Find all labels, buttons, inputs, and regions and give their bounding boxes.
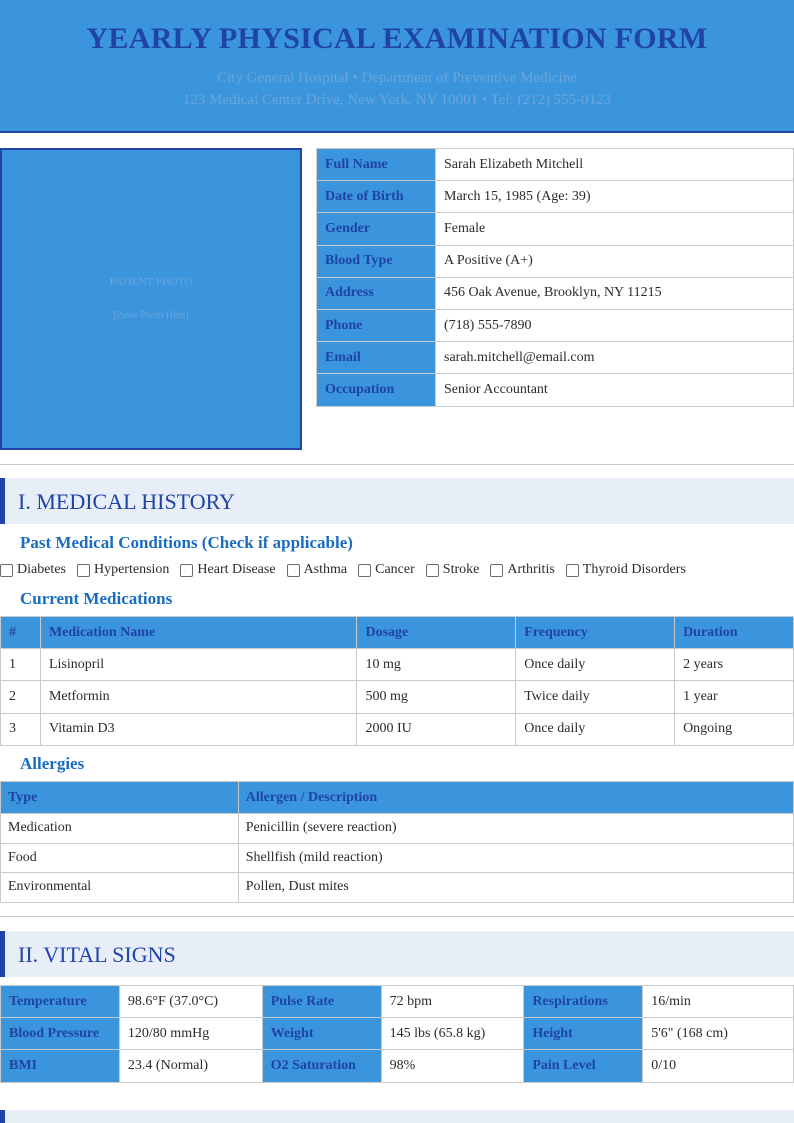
field-label: Temperature bbox=[1, 986, 120, 1018]
table-cell[interactable]: Vitamin D3 bbox=[40, 713, 357, 745]
table-cell[interactable]: Once daily bbox=[516, 649, 675, 681]
field-label: Email bbox=[317, 342, 436, 374]
table-cell[interactable]: 1 year bbox=[675, 681, 794, 713]
allergies-heading: Allergies bbox=[20, 754, 85, 773]
table-row bbox=[317, 374, 794, 406]
condition-stroke[interactable] bbox=[426, 562, 480, 578]
field-label: Blood Type bbox=[317, 245, 436, 277]
table-row bbox=[1, 1018, 794, 1050]
table-cell[interactable]: Ongoing bbox=[675, 713, 794, 745]
table-cell[interactable]: Once daily bbox=[516, 713, 675, 745]
vital-signs-table bbox=[0, 985, 794, 1083]
table-cell[interactable]: Environmental bbox=[1, 873, 239, 903]
condition-label: Cancer bbox=[375, 562, 415, 577]
table-row bbox=[317, 213, 794, 245]
full-name-field[interactable]: Sarah Elizabeth Mitchell bbox=[436, 149, 794, 181]
section-title: II. VITAL SIGNS bbox=[18, 942, 176, 967]
field-label: BMI bbox=[1, 1050, 120, 1082]
condition-label: Heart Disease bbox=[197, 562, 276, 577]
condition-label: Stroke bbox=[442, 562, 480, 577]
table-row bbox=[317, 309, 794, 341]
column-header: Type bbox=[1, 782, 239, 814]
field-label: Respirations bbox=[524, 986, 643, 1018]
table-cell: 1 bbox=[1, 649, 41, 681]
phone-field[interactable]: (718) 555-7890 bbox=[436, 309, 794, 341]
field-label: Blood Pressure bbox=[1, 1018, 120, 1050]
field-label: Full Name bbox=[317, 149, 436, 181]
checkbox-icon[interactable] bbox=[180, 564, 193, 577]
condition-asthma[interactable] bbox=[287, 562, 348, 578]
table-cell[interactable]: Twice daily bbox=[516, 681, 675, 713]
medications-heading: Current Medications bbox=[20, 589, 173, 608]
table-cell[interactable]: 10 mg bbox=[357, 649, 516, 681]
condition-arthritis[interactable] bbox=[490, 562, 554, 578]
table-row bbox=[317, 277, 794, 309]
table-cell[interactable]: 2 years bbox=[675, 649, 794, 681]
condition-hypertension[interactable] bbox=[77, 562, 169, 578]
checkbox-icon[interactable] bbox=[0, 564, 13, 577]
section-next bbox=[0, 1110, 794, 1123]
date-of-birth-field[interactable]: March 15, 1985 (Age: 39) bbox=[436, 181, 794, 213]
conditions-heading: Past Medical Conditions (Check if applicable) bbox=[20, 533, 353, 552]
bmi-field[interactable]: 23.4 (Normal) bbox=[119, 1050, 262, 1082]
field-label: Gender bbox=[317, 213, 436, 245]
checkbox-icon[interactable] bbox=[358, 564, 371, 577]
field-label: O2 Saturation bbox=[262, 1050, 381, 1082]
checkbox-icon[interactable] bbox=[566, 564, 579, 577]
gender-field[interactable]: Female bbox=[436, 213, 794, 245]
condition-label: Arthritis bbox=[507, 562, 555, 577]
table-row bbox=[1, 873, 794, 903]
column-header: Allergen / Description bbox=[238, 782, 793, 814]
table-row bbox=[317, 342, 794, 374]
table-row bbox=[1, 843, 794, 873]
weight-field[interactable]: 145 lbs (65.8 kg) bbox=[381, 1018, 524, 1050]
respirations-field[interactable]: 16/min bbox=[643, 986, 794, 1018]
section-vital-signs bbox=[0, 931, 794, 977]
checkbox-icon[interactable] bbox=[77, 564, 90, 577]
table-cell: 3 bbox=[1, 713, 41, 745]
condition-label: Thyroid Disorders bbox=[582, 562, 686, 577]
field-label: Height bbox=[524, 1018, 643, 1050]
condition-label: Hypertension bbox=[93, 562, 170, 577]
table-row bbox=[1, 649, 794, 681]
section-medical-history bbox=[0, 478, 794, 524]
blood-type-field[interactable]: A Positive (A+) bbox=[436, 245, 794, 277]
table-cell: 2 bbox=[1, 681, 41, 713]
checkbox-icon[interactable] bbox=[287, 564, 300, 577]
table-cell[interactable]: Penicillin (severe reaction) bbox=[238, 814, 793, 844]
field-label: Weight bbox=[262, 1018, 381, 1050]
table-cell[interactable]: Food bbox=[1, 843, 239, 873]
field-label: Phone bbox=[317, 309, 436, 341]
divider bbox=[0, 916, 794, 917]
divider bbox=[0, 464, 794, 465]
photo-label: PATIENT PHOTO bbox=[109, 276, 193, 288]
hospital-name: City General Hospital • Department of Preventive Medicine bbox=[217, 70, 577, 86]
condition-thyroid-disorders[interactable] bbox=[566, 562, 686, 578]
email-field[interactable]: sarah.mitchell@email.com bbox=[436, 342, 794, 374]
table-row bbox=[317, 149, 794, 181]
table-row bbox=[317, 181, 794, 213]
table-row bbox=[1, 814, 794, 844]
table-cell[interactable]: Lisinopril bbox=[40, 649, 357, 681]
address-field[interactable]: 456 Oak Avenue, Brooklyn, NY 11215 bbox=[436, 277, 794, 309]
field-label: Pain Level bbox=[524, 1050, 643, 1082]
field-label: Occupation bbox=[317, 374, 436, 406]
table-cell[interactable]: 2000 IU bbox=[357, 713, 516, 745]
condition-label: Asthma bbox=[303, 562, 348, 577]
column-header: Frequency bbox=[516, 617, 675, 649]
photo-hint: [Paste Photo Here] bbox=[113, 310, 189, 321]
patient-photo-box[interactable] bbox=[0, 148, 302, 450]
allergies-table bbox=[0, 781, 794, 903]
condition-diabetes[interactable] bbox=[0, 562, 66, 578]
table-cell[interactable]: Medication bbox=[1, 814, 239, 844]
condition-label: Diabetes bbox=[17, 562, 66, 577]
condition-cancer[interactable] bbox=[358, 562, 415, 578]
table-cell[interactable]: Metformin bbox=[40, 681, 357, 713]
o2-saturation-field[interactable]: 98% bbox=[381, 1050, 524, 1082]
table-row bbox=[1, 681, 794, 713]
column-header: Medication Name bbox=[40, 617, 357, 649]
table-cell[interactable]: Pollen, Dust mites bbox=[238, 873, 793, 903]
checkbox-icon[interactable] bbox=[490, 564, 503, 577]
checkbox-icon[interactable] bbox=[426, 564, 439, 577]
blood-pressure-field[interactable]: 120/80 mmHg bbox=[119, 1018, 262, 1050]
table-header-row bbox=[1, 782, 794, 814]
table-cell[interactable]: Shellfish (mild reaction) bbox=[238, 843, 793, 873]
hospital-address: 123 Medical Center Drive, New York, NY 10001 • Tel: (212) 555-0123 bbox=[182, 92, 612, 108]
table-row bbox=[1, 713, 794, 745]
form-title: YEARLY PHYSICAL EXAMINATION FORM bbox=[86, 22, 708, 55]
height-field[interactable]: 5'6" (168 cm) bbox=[643, 1018, 794, 1050]
form-header bbox=[0, 0, 794, 133]
pulse-rate-field[interactable]: 72 bpm bbox=[381, 986, 524, 1018]
pain-level-field[interactable]: 0/10 bbox=[643, 1050, 794, 1082]
table-row bbox=[1, 1050, 794, 1082]
section-title: I. MEDICAL HISTORY bbox=[18, 489, 235, 514]
field-label: Address bbox=[317, 277, 436, 309]
field-label: Pulse Rate bbox=[262, 986, 381, 1018]
table-row bbox=[317, 245, 794, 277]
field-label: Date of Birth bbox=[317, 181, 436, 213]
medications-table bbox=[0, 616, 794, 746]
condition-heart-disease[interactable] bbox=[180, 562, 275, 578]
table-header-row bbox=[1, 617, 794, 649]
temperature-field[interactable]: 98.6°F (37.0°C) bbox=[119, 986, 262, 1018]
conditions-checklist bbox=[0, 561, 794, 579]
column-header: # bbox=[1, 617, 41, 649]
table-row bbox=[1, 986, 794, 1018]
column-header: Duration bbox=[675, 617, 794, 649]
table-cell[interactable]: 500 mg bbox=[357, 681, 516, 713]
column-header: Dosage bbox=[357, 617, 516, 649]
occupation-field[interactable]: Senior Accountant bbox=[436, 374, 794, 406]
patient-info-table bbox=[316, 148, 794, 407]
